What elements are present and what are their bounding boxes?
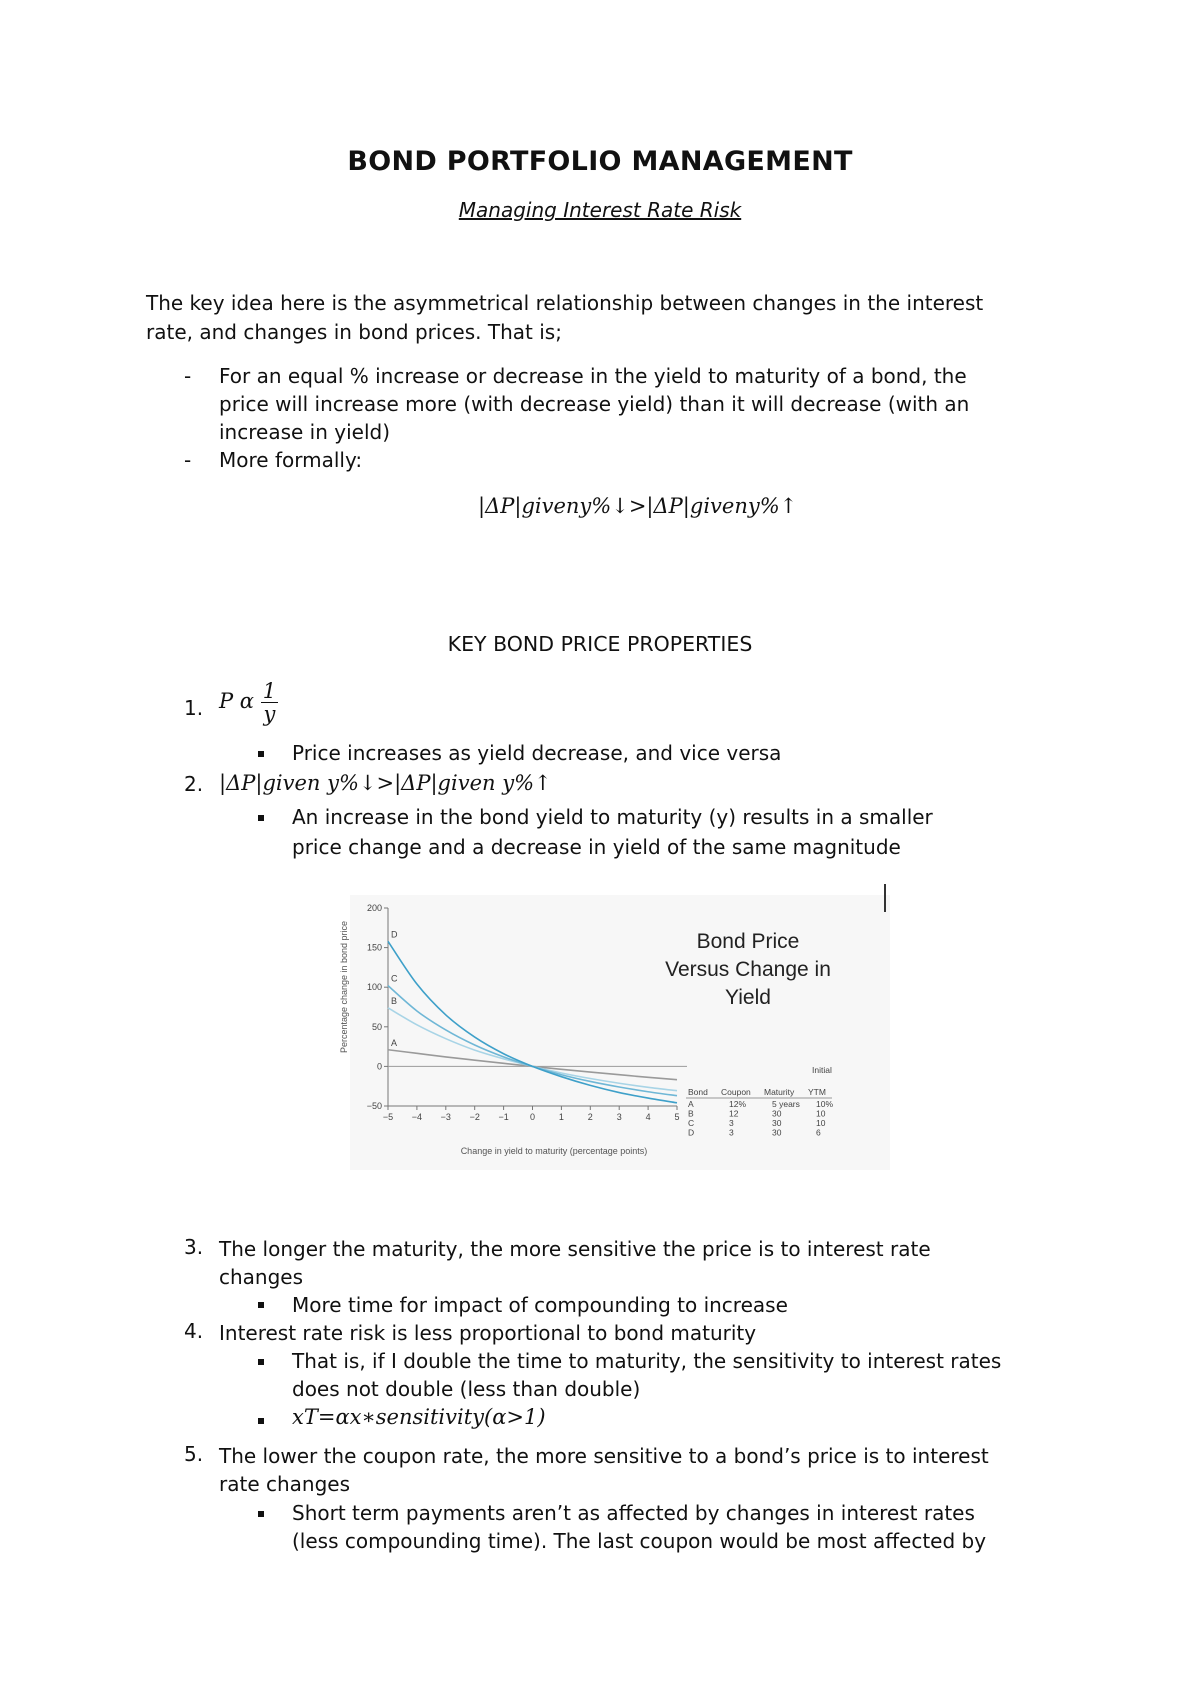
- fraction: [261, 680, 278, 725]
- intro-line-1: The key idea here is the asymmetrical relationship between changes in the interest: [146, 291, 984, 315]
- page-title: BOND PORTFOLIO MANAGEMENT: [347, 146, 853, 177]
- property-1-formula: [219, 680, 278, 725]
- table-header: Bond: [688, 1087, 708, 1097]
- y-tick-label: 200: [366, 903, 382, 913]
- series-label-d: D: [391, 929, 398, 940]
- x-tick-label: −5: [382, 1112, 394, 1122]
- chart-title-line-1: Bond Price: [696, 930, 800, 953]
- dash-marker-1: -: [184, 364, 192, 388]
- chart-title-line-2: Versus Change in: [665, 958, 831, 981]
- property-4-line-1: Interest rate risk is less proportional to bond maturity: [219, 1321, 757, 1345]
- property-2-bullet-line-1: An increase in the bond yield to maturity (y) results in a smaller: [292, 805, 933, 829]
- table-cell: 12: [729, 1108, 739, 1119]
- bond-price-chart: [339, 895, 890, 1170]
- property-3-bullet: More time for impact of compounding to increase: [292, 1293, 788, 1317]
- x-tick-label: 4: [645, 1112, 651, 1122]
- table-cell: A: [688, 1099, 694, 1109]
- table-cell: 3: [729, 1127, 734, 1138]
- bullet-square-icon: [258, 1359, 264, 1365]
- table-cell: 10%: [816, 1099, 834, 1109]
- property-5-bullet-line-1: Short term payments aren’t as affected by changes in interest rates: [292, 1501, 975, 1525]
- table-cell: 30: [772, 1108, 782, 1119]
- property-4-bullet-2-formula: xT=αx∗sensitivity(α>1): [292, 1405, 546, 1429]
- table-header: Coupon: [721, 1087, 751, 1097]
- y-tick-label: 100: [366, 982, 382, 993]
- x-tick-label: −3: [440, 1112, 451, 1122]
- y-tick-label: 0: [376, 1061, 382, 1072]
- fraction-denominator: y: [263, 702, 276, 727]
- table-cell: 3: [729, 1118, 734, 1128]
- chart-x-axis-label: Change in yield to maturity (percentage points): [460, 1146, 648, 1156]
- property-5-number: 5.: [184, 1442, 204, 1466]
- divider-mark: [884, 884, 886, 912]
- table-cell: B: [688, 1108, 694, 1119]
- property-4-bullet-1-line-2: does not double (less than double): [292, 1377, 641, 1401]
- table-cell: 10: [816, 1118, 826, 1128]
- dash-item-2: More formally:: [219, 448, 363, 472]
- chart-title-line-3: Yield: [725, 986, 771, 1009]
- x-tick-label: −1: [498, 1112, 509, 1122]
- property-4-bullet-1-line-1: That is, if I double the time to maturity, the sensitivity to interest rates: [292, 1349, 1002, 1373]
- dash-item-1-line-1: For an equal % increase or decrease in the yield to maturity of a bond, the: [219, 364, 967, 388]
- series-label-a: A: [391, 1037, 398, 1048]
- x-tick-label: 3: [616, 1112, 622, 1122]
- series-label-b: B: [391, 995, 398, 1006]
- bullet-square-icon: [258, 1418, 264, 1424]
- y-tick-label: 50: [371, 1021, 382, 1032]
- table-cell: C: [688, 1118, 695, 1128]
- dash-item-1-line-3: increase in yield): [219, 420, 390, 444]
- intro-line-2: rate, and changes in bond prices. That is;: [146, 320, 562, 344]
- property-2-number: 2.: [184, 772, 204, 796]
- x-tick-label: −4: [411, 1112, 423, 1122]
- property-5-line-2: rate changes: [219, 1472, 351, 1496]
- property-2-formula: |ΔP|given y%↓>|ΔP|given y%↑: [219, 771, 552, 795]
- x-tick-label: 5: [674, 1112, 680, 1122]
- property-1-bullet: Price increases as yield decrease, and vice versa: [292, 741, 782, 765]
- property-5-bullet-line-2: (less compounding time). The last coupon would be most affected by: [292, 1529, 987, 1553]
- page-subtitle: Managing Interest Rate Risk: [458, 198, 742, 222]
- table-cell: 5 years: [772, 1099, 800, 1109]
- table-header: YTM: [808, 1087, 826, 1097]
- table-cell: 10: [816, 1108, 826, 1119]
- table-cell: 30: [772, 1127, 782, 1138]
- chart-y-axis-label: Percentage change in bond price: [339, 920, 349, 1054]
- property-1-number: 1.: [184, 696, 204, 720]
- table-cell: 6: [816, 1127, 821, 1138]
- x-tick-label: 2: [587, 1112, 593, 1122]
- series-label-c: C: [391, 973, 398, 984]
- property-2-bullet-line-2: price change and a decrease in yield of the same magnitude: [292, 835, 901, 859]
- bullet-square-icon: [258, 815, 264, 821]
- bullet-square-icon: [258, 1302, 264, 1308]
- table-header: Maturity: [764, 1087, 795, 1097]
- property-4-number: 4.: [184, 1319, 204, 1343]
- table-cell: 30: [772, 1118, 782, 1128]
- fraction-numerator: 1: [262, 679, 277, 703]
- bullet-square-icon: [258, 1511, 264, 1517]
- dash-marker-2: -: [184, 448, 192, 472]
- y-tick-label: 150: [366, 942, 382, 953]
- bullet-square-icon: [258, 751, 264, 757]
- property-5-line-1: The lower the coupon rate, the more sensitive to a bond’s price is to interest: [219, 1444, 989, 1468]
- table-cell: D: [688, 1127, 695, 1138]
- y-tick-label: −50: [366, 1101, 382, 1111]
- property-1-formula-left: P α: [219, 689, 254, 714]
- dash-item-1-line-2: price will increase more (with decrease yield) than it will decrease (with an: [219, 392, 970, 416]
- property-3-number: 3.: [184, 1235, 204, 1259]
- property-3-line-1: The longer the maturity, the more sensitive the price is to interest rate: [219, 1237, 931, 1261]
- formula-asymmetry: |ΔP|giveny%↓>|ΔP|giveny%↑: [478, 494, 798, 518]
- section-heading: KEY BOND PRICE PROPERTIES: [447, 632, 753, 656]
- x-tick-label: −2: [469, 1112, 480, 1122]
- table-header-top: Initial: [812, 1065, 832, 1075]
- x-tick-label: 0: [529, 1112, 536, 1122]
- table-cell: 12%: [729, 1099, 747, 1109]
- x-tick-label: 1: [558, 1112, 564, 1122]
- property-3-line-2: changes: [219, 1265, 304, 1289]
